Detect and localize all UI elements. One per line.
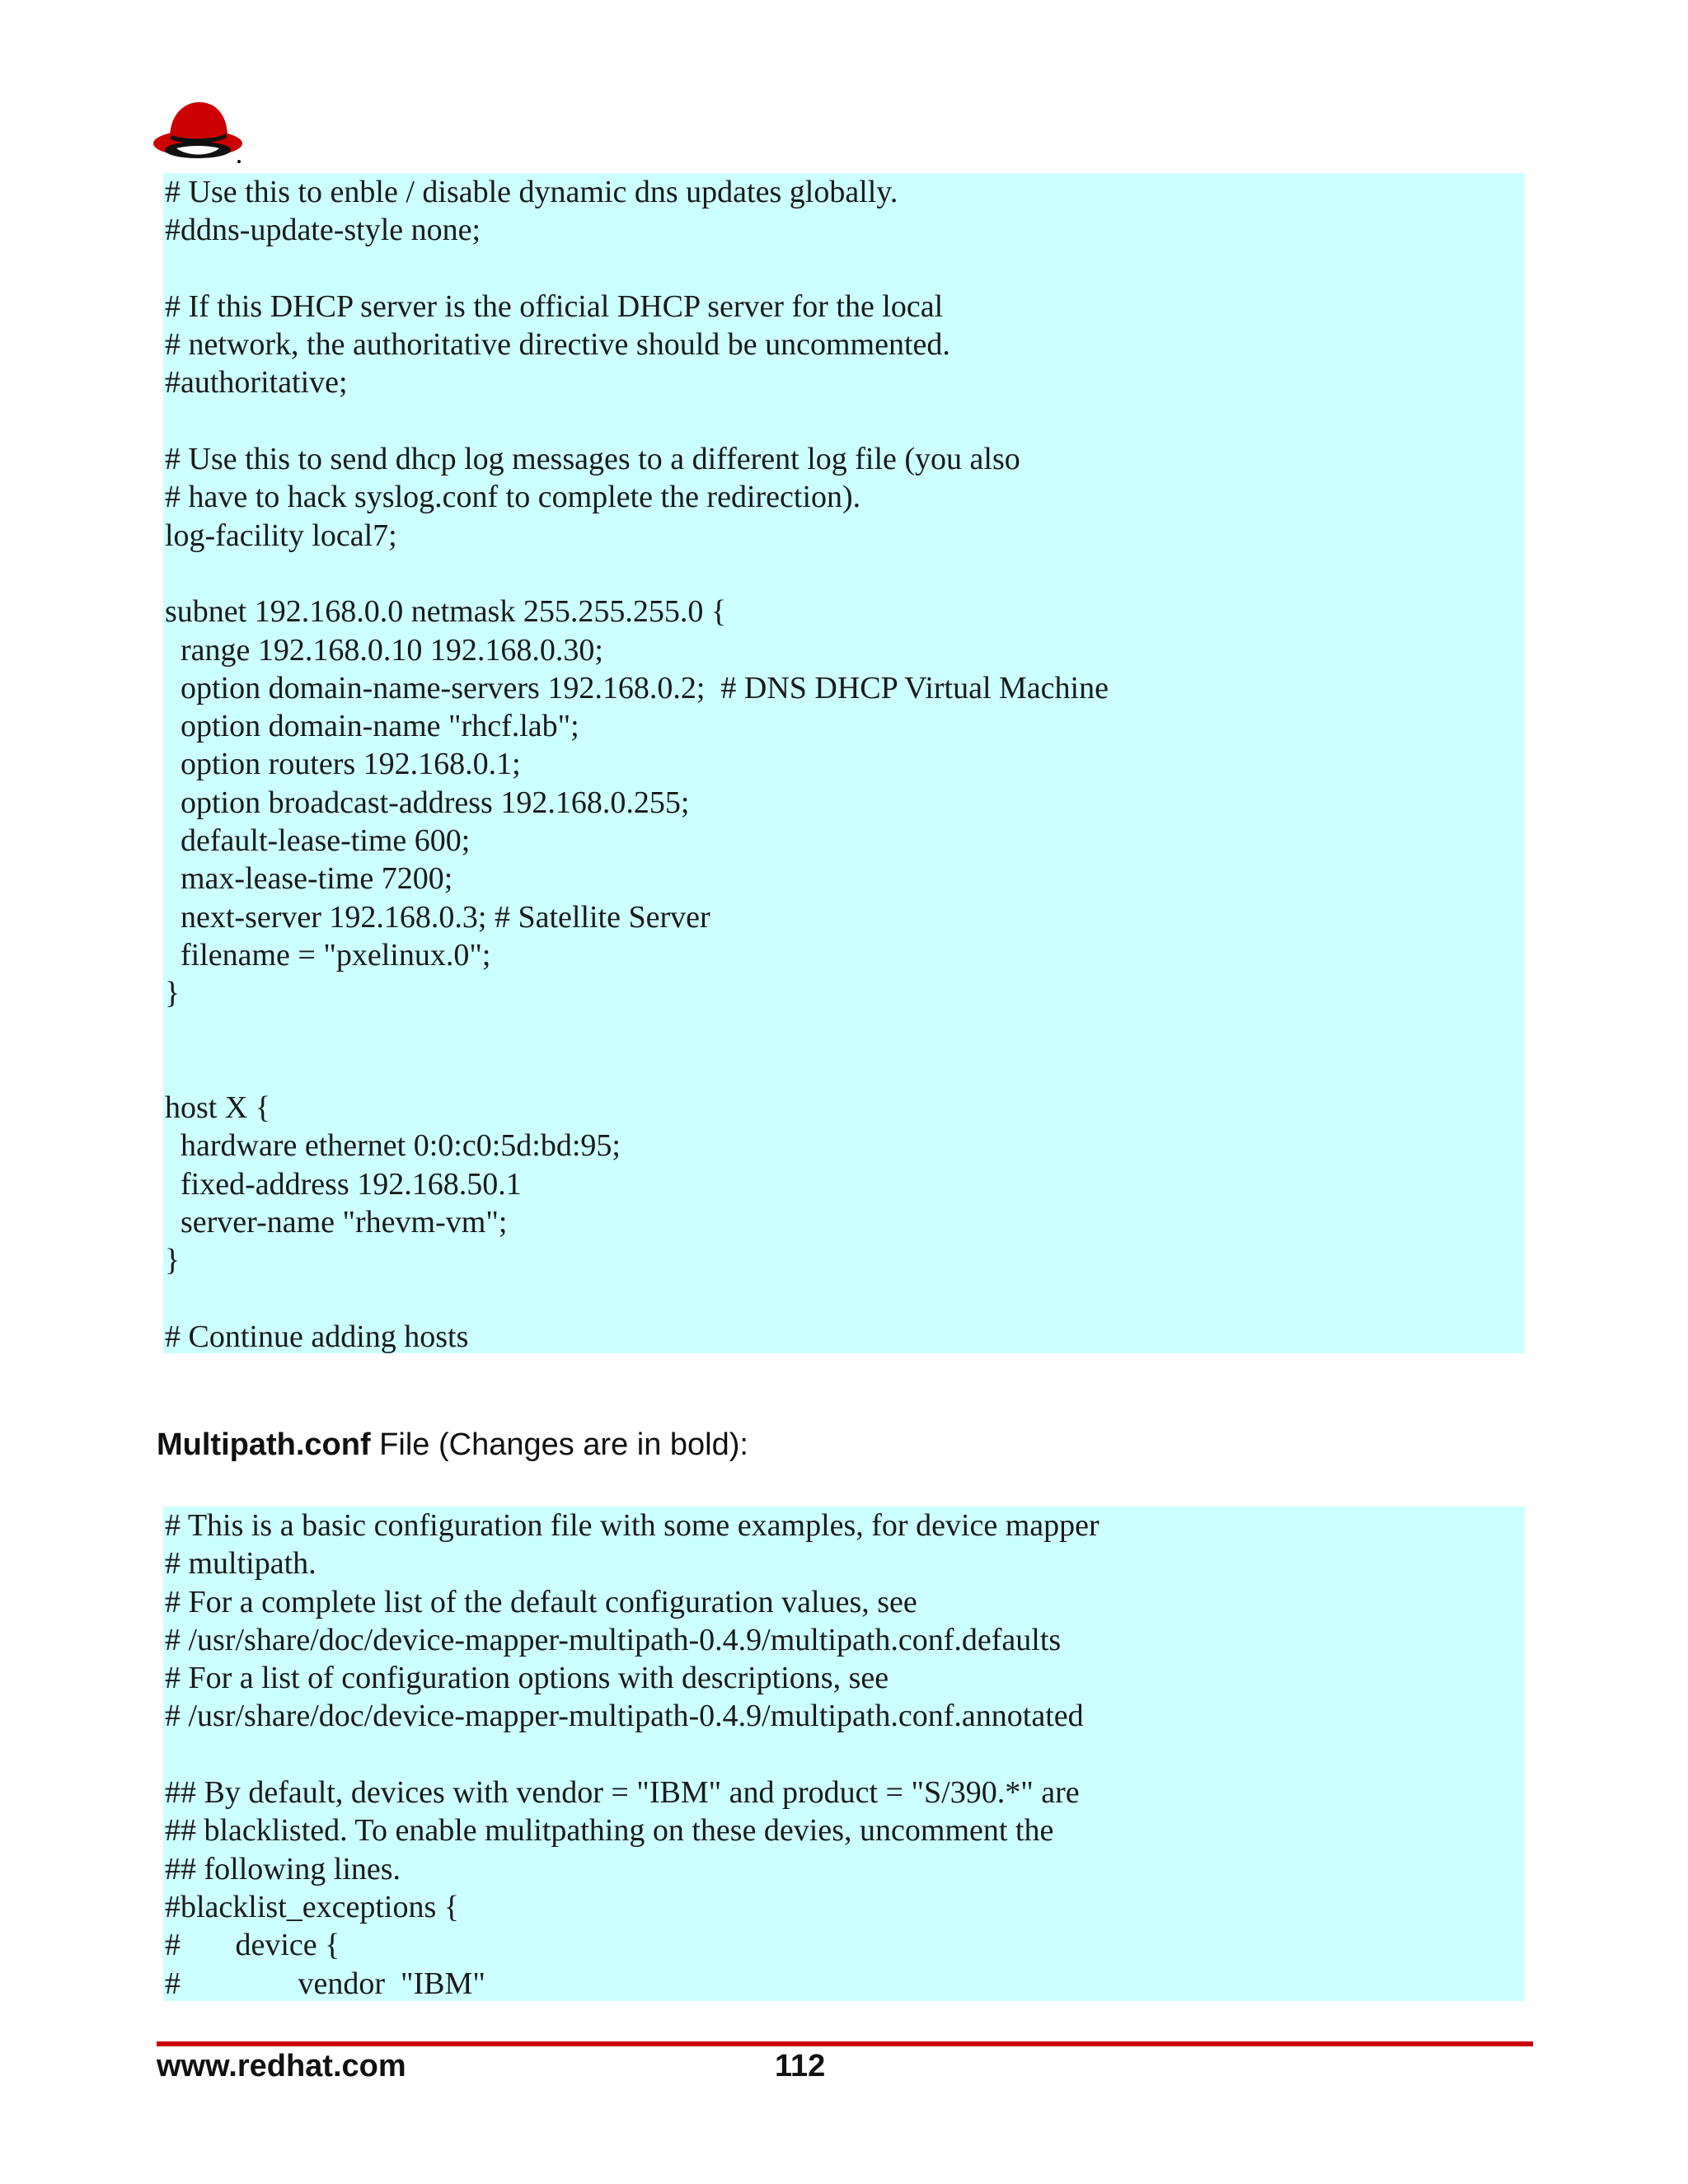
redhat-logo bbox=[152, 97, 246, 165]
code-line: option domain-name-servers 192.168.0.2; # DNS DHCP Virtual Machine bbox=[165, 670, 1109, 705]
code-line: server-name "rhevm-vm"; bbox=[165, 1205, 508, 1240]
footer-divider bbox=[157, 2041, 1533, 2046]
code-line: default-lease-time 600; bbox=[165, 823, 471, 859]
code-line: # Use this to enble / disable dynamic dns updates globally. bbox=[165, 175, 898, 209]
code-line: ## blacklisted. To enable mulitpathing on these devies, uncomment the bbox=[165, 1813, 1054, 1849]
code-line: option routers 192.168.0.1; bbox=[165, 747, 521, 782]
code-line bbox=[165, 1280, 1523, 1318]
code-line: #ddns-update-style none; bbox=[165, 213, 481, 248]
code-line: range 192.168.0.10 192.168.0.30; bbox=[165, 632, 603, 668]
code-line: # Continue adding hosts bbox=[165, 1319, 469, 1354]
multipath-section-heading bbox=[157, 1427, 748, 1463]
code-line: # vendor "IBM" bbox=[165, 1966, 485, 2001]
code-line: ## following lines. bbox=[165, 1851, 401, 1886]
code-line: # /usr/share/doc/device-mapper-multipath-0.4.9/multipath.conf.annotated bbox=[165, 1699, 1084, 1734]
code-line: hardware ethernet 0:0:c0:5d:bd:95; bbox=[165, 1128, 621, 1164]
dhcpd-conf-listing bbox=[163, 173, 1525, 1353]
multipath-conf-listing bbox=[163, 1507, 1525, 2001]
code-line: # /usr/share/doc/device-mapper-multipath-0.4.9/multipath.conf.defaults bbox=[165, 1622, 1062, 1657]
code-line: } bbox=[165, 1243, 181, 1278]
code-line: subnet 192.168.0.0 netmask 255.255.255.0 { bbox=[165, 594, 727, 630]
code-line: # device { bbox=[165, 1928, 340, 1963]
code-line: # For a list of configuration options with descriptions, see bbox=[165, 1661, 889, 1696]
code-line: # Use this to send dhcp log messages to a different log file (you also bbox=[165, 442, 1020, 477]
code-line: #blacklist_exceptions { bbox=[165, 1889, 459, 1924]
code-line: # If this DHCP server is the official DHCP server for the local bbox=[165, 288, 944, 324]
code-line: # network, the authoritative directive should be uncommented. bbox=[165, 327, 950, 363]
code-line bbox=[165, 1051, 1523, 1089]
code-line bbox=[165, 250, 1523, 288]
code-line bbox=[165, 555, 1523, 593]
code-line: # This is a basic configuration file with some examples, for device mapper bbox=[165, 1508, 1100, 1543]
code-line: option domain-name "rhcf.lab"; bbox=[165, 709, 579, 744]
code-line: max-lease-time 7200; bbox=[165, 861, 453, 897]
code-line: host X { bbox=[165, 1090, 271, 1126]
code-line: next-server 192.168.0.3; # Satellite Server bbox=[165, 899, 710, 935]
heading-filename: Multipath.conf bbox=[157, 1427, 371, 1462]
code-line: ## By default, devices with vendor = "IBM" and product = "S/390.*" are bbox=[165, 1775, 1080, 1811]
code-line: # have to hack syslog.conf to complete the redirection). bbox=[165, 480, 861, 515]
code-line: fixed-address 192.168.50.1 bbox=[165, 1166, 522, 1202]
code-line: # For a complete list of the default configuration values, see bbox=[165, 1584, 917, 1619]
code-line: option broadcast-address 192.168.0.255; bbox=[165, 785, 690, 820]
shadowman-hat-icon bbox=[152, 97, 246, 165]
code-line: filename = "pxelinux.0"; bbox=[165, 937, 491, 972]
code-line bbox=[165, 1736, 1523, 1774]
code-line: log-facility local7; bbox=[165, 518, 397, 553]
code-line bbox=[165, 1013, 1523, 1051]
footer-url: www.redhat.com bbox=[157, 2049, 406, 2083]
code-line: } bbox=[165, 976, 181, 1011]
code-line bbox=[165, 402, 1523, 440]
heading-text: File (Changes are in bold): bbox=[370, 1427, 748, 1462]
page-number: 112 bbox=[775, 2049, 826, 2083]
code-line: #authoritative; bbox=[165, 365, 348, 401]
code-line: # multipath. bbox=[165, 1546, 316, 1582]
